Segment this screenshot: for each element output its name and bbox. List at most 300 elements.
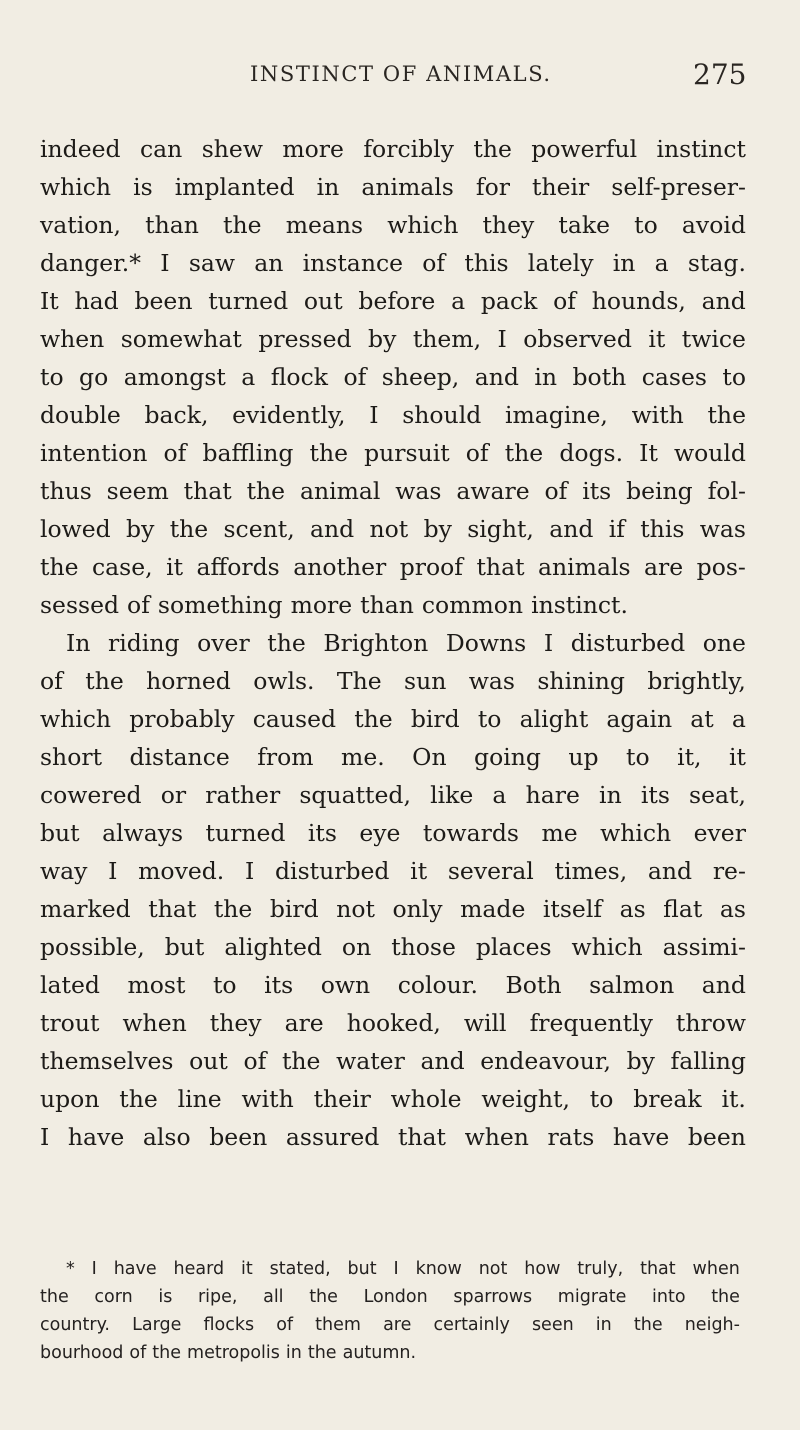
- word: which: [40, 705, 112, 733]
- word: line: [177, 1085, 222, 1113]
- text-line: [40, 282, 746, 320]
- word: animals: [538, 553, 631, 581]
- word: like: [430, 781, 474, 809]
- word: it.: [721, 1085, 746, 1113]
- word: twice: [681, 325, 746, 353]
- word: out: [303, 287, 343, 315]
- text-line: [40, 1004, 746, 1042]
- word: pursuit: [364, 439, 450, 467]
- word: seat,: [689, 781, 746, 809]
- word: its: [582, 477, 612, 505]
- word: ripe,: [197, 1287, 238, 1307]
- word: but: [164, 933, 205, 961]
- word: pack: [480, 287, 538, 315]
- word: moved.: [138, 857, 225, 885]
- word: saw: [188, 249, 235, 277]
- word: at: [690, 705, 714, 733]
- word: endeavour,: [480, 1047, 611, 1075]
- word: it: [648, 325, 666, 353]
- word: of: [465, 439, 489, 467]
- page-number: 275: [693, 58, 747, 91]
- word: would: [674, 439, 746, 467]
- text-line: [40, 434, 746, 472]
- word: the: [473, 135, 512, 163]
- word: me: [541, 819, 578, 847]
- word: is: [133, 173, 153, 201]
- word: falling: [670, 1047, 746, 1075]
- word: by: [368, 325, 397, 353]
- word: out: [189, 1047, 228, 1075]
- text-line: [40, 168, 746, 206]
- word: to: [589, 1085, 614, 1113]
- word: than: [360, 591, 414, 619]
- word: heard: [173, 1259, 225, 1279]
- word: the: [309, 1287, 338, 1307]
- text-line: [40, 472, 746, 510]
- word: its: [307, 819, 337, 847]
- word: take: [558, 211, 611, 239]
- word: I: [245, 857, 255, 885]
- word: a: [451, 287, 466, 315]
- text-line: [40, 700, 746, 738]
- word: another: [293, 553, 387, 581]
- word: avoid: [681, 211, 746, 239]
- word: in: [316, 173, 340, 201]
- word: implanted: [174, 173, 295, 201]
- word: of: [243, 1047, 267, 1075]
- word: It: [40, 287, 59, 315]
- word: intention: [40, 439, 148, 467]
- word: certainly: [433, 1315, 510, 1335]
- word: to: [40, 363, 64, 391]
- word: proof: [399, 553, 463, 581]
- word: upon: [40, 1085, 100, 1113]
- word: have: [612, 1123, 670, 1151]
- word: means: [285, 211, 364, 239]
- word: flock: [270, 363, 328, 391]
- word: been: [687, 1123, 746, 1151]
- word: sheep,: [381, 363, 460, 391]
- word: way: [40, 857, 88, 885]
- word: *: [66, 1259, 75, 1279]
- text-line: [40, 738, 746, 776]
- word: by: [626, 1047, 655, 1075]
- word: and: [549, 515, 594, 543]
- word: the: [85, 667, 124, 695]
- word: eye: [359, 819, 401, 847]
- word: times,: [554, 857, 628, 885]
- word: powerful: [531, 135, 638, 163]
- word: as: [719, 895, 746, 923]
- word: seem: [106, 477, 169, 505]
- word: which: [387, 211, 459, 239]
- word: hare: [525, 781, 580, 809]
- word: the: [119, 1085, 158, 1113]
- word: flocks: [203, 1315, 255, 1335]
- word: of: [127, 591, 150, 619]
- word: sparrows: [453, 1287, 533, 1307]
- word: those: [391, 933, 456, 961]
- word: something: [157, 591, 283, 619]
- word: of: [40, 667, 63, 695]
- word: it: [241, 1259, 253, 1279]
- word: and: [310, 515, 355, 543]
- word: only: [392, 895, 443, 923]
- word: throw: [675, 1009, 746, 1037]
- word: know: [415, 1259, 462, 1279]
- word: the: [504, 439, 544, 467]
- word: owls.: [253, 667, 315, 695]
- word: on: [341, 933, 372, 961]
- word: this: [464, 249, 509, 277]
- word: been: [134, 287, 193, 315]
- word: danger.*: [40, 249, 142, 277]
- word: ever: [693, 819, 746, 847]
- word: colour.: [397, 971, 478, 999]
- word: frequently: [529, 1009, 653, 1037]
- word: is: [158, 1287, 173, 1307]
- word: their: [532, 173, 590, 201]
- word: London: [363, 1287, 428, 1307]
- word: and: [420, 1047, 465, 1075]
- word: the: [267, 629, 306, 657]
- word: Downs: [445, 629, 527, 657]
- word: in: [599, 781, 622, 809]
- word: instance: [302, 249, 404, 277]
- word: it: [410, 857, 428, 885]
- word: them,: [412, 325, 482, 353]
- word: with: [241, 1085, 294, 1113]
- word: the: [307, 1343, 337, 1363]
- body-text: [40, 130, 746, 1156]
- word: the: [246, 477, 286, 505]
- word: cases: [641, 363, 707, 391]
- word: instinct: [656, 135, 746, 163]
- word: horned: [146, 667, 231, 695]
- word: possible,: [40, 933, 145, 961]
- word: that: [476, 553, 525, 581]
- word: go: [79, 363, 109, 391]
- word: of: [544, 477, 568, 505]
- word: I: [497, 325, 507, 353]
- word: of: [422, 249, 446, 277]
- word: scent,: [223, 515, 295, 543]
- word: but: [347, 1259, 377, 1279]
- word: of: [343, 363, 367, 391]
- word: self-preser-: [611, 173, 746, 201]
- word: the: [281, 1047, 321, 1075]
- word: I: [160, 249, 170, 277]
- word: its: [264, 971, 294, 999]
- word: all: [263, 1287, 284, 1307]
- word: more: [282, 135, 344, 163]
- word: had: [74, 287, 119, 315]
- word: the: [152, 1343, 182, 1363]
- word: to: [212, 971, 237, 999]
- text-line: [40, 358, 746, 396]
- word: which: [571, 933, 643, 961]
- text-line: [40, 776, 746, 814]
- word: in: [612, 249, 636, 277]
- word: when: [122, 1009, 187, 1037]
- word: whole: [390, 1085, 462, 1113]
- word: it: [728, 743, 746, 771]
- word: aware: [456, 477, 530, 505]
- word: water: [336, 1047, 405, 1075]
- word: fol-: [707, 477, 746, 505]
- word: that: [148, 895, 197, 923]
- word: vation,: [40, 211, 121, 239]
- word: as: [619, 895, 646, 923]
- word: the: [223, 211, 262, 239]
- word: an: [254, 249, 284, 277]
- word: always: [102, 819, 184, 847]
- word: stag.: [687, 249, 746, 277]
- text-line: [40, 1042, 746, 1080]
- word: disturbed: [570, 629, 686, 657]
- word: turned: [205, 819, 286, 847]
- footnote: [40, 1255, 740, 1367]
- word: been: [209, 1123, 268, 1151]
- text-line: [40, 890, 746, 928]
- word: Brighton: [323, 629, 429, 657]
- text-line: [40, 396, 746, 434]
- word: towards: [422, 819, 519, 847]
- word: bird: [410, 705, 460, 733]
- word: neigh-: [684, 1315, 740, 1335]
- word: truly,: [577, 1259, 624, 1279]
- word: that: [183, 477, 232, 505]
- text-line: [40, 624, 746, 662]
- word: squatted,: [299, 781, 411, 809]
- text-line: [40, 1118, 746, 1156]
- word: Both: [505, 971, 562, 999]
- word: when: [464, 1123, 529, 1151]
- word: and: [701, 971, 746, 999]
- word: In: [66, 629, 91, 657]
- text-line: [40, 130, 746, 168]
- word: for: [475, 173, 510, 201]
- word: itself: [542, 895, 603, 923]
- footnote-line: [40, 1255, 740, 1283]
- word: them: [315, 1315, 361, 1335]
- word: lately: [527, 249, 594, 277]
- word: The: [336, 667, 382, 695]
- word: the: [354, 705, 393, 733]
- word: disturbed: [275, 857, 390, 885]
- word: when: [692, 1259, 740, 1279]
- word: to: [626, 743, 650, 771]
- word: I: [108, 857, 118, 885]
- word: can: [139, 135, 183, 163]
- footnote-line: [40, 1311, 740, 1339]
- word: me.: [341, 743, 385, 771]
- word: also: [142, 1123, 191, 1151]
- word: their: [313, 1085, 371, 1113]
- running-title: INSTINCT OF ANIMALS.: [250, 62, 552, 86]
- word: to: [722, 363, 746, 391]
- word: own: [320, 971, 371, 999]
- word: assimi-: [662, 933, 746, 961]
- word: the: [40, 553, 79, 581]
- word: most: [127, 971, 186, 999]
- word: short: [40, 743, 103, 771]
- word: rather: [205, 781, 281, 809]
- word: brightly,: [647, 667, 746, 695]
- word: the: [309, 439, 348, 467]
- word: evidently,: [232, 401, 346, 429]
- word: I: [393, 1259, 399, 1279]
- word: the: [213, 895, 253, 923]
- word: pos-: [696, 553, 746, 581]
- word: stated,: [269, 1259, 331, 1279]
- word: a: [731, 705, 746, 733]
- word: hooked,: [346, 1009, 441, 1037]
- word: corn: [94, 1287, 133, 1307]
- word: of: [129, 1343, 147, 1363]
- word: that: [397, 1123, 446, 1151]
- text-line: [40, 852, 746, 890]
- text-line: [40, 548, 746, 586]
- word: indeed: [40, 135, 121, 163]
- word: before: [358, 287, 436, 315]
- word: imagine,: [504, 401, 608, 429]
- word: instinct.: [531, 591, 628, 619]
- word: the: [169, 515, 209, 543]
- word: themselves: [40, 1047, 174, 1075]
- word: a: [654, 249, 669, 277]
- text-line: [40, 928, 746, 966]
- text-line: [40, 586, 746, 624]
- word: assured: [285, 1123, 380, 1151]
- word: it: [166, 553, 184, 581]
- word: they: [209, 1009, 262, 1037]
- word: it,: [677, 743, 702, 771]
- word: forcibly: [363, 135, 454, 163]
- text-line: [40, 1080, 746, 1118]
- word: and: [647, 857, 693, 885]
- word: lowed: [40, 515, 111, 543]
- word: in: [595, 1315, 612, 1335]
- word: affords: [196, 553, 280, 581]
- word: that: [640, 1259, 676, 1279]
- word: which: [600, 819, 672, 847]
- word: pressed: [258, 325, 352, 353]
- word: cowered: [40, 781, 142, 809]
- word: seen: [531, 1315, 574, 1335]
- word: Large: [132, 1315, 182, 1335]
- footnote-line: [40, 1339, 740, 1367]
- word: in: [285, 1343, 302, 1363]
- footnote-line: [40, 1283, 740, 1311]
- word: to: [634, 211, 658, 239]
- word: if: [608, 515, 625, 543]
- word: have: [113, 1259, 157, 1279]
- word: hounds,: [591, 287, 686, 315]
- word: caused: [252, 705, 337, 733]
- word: amongst: [123, 363, 226, 391]
- word: lated: [40, 971, 100, 999]
- word: autumn.: [342, 1343, 417, 1363]
- word: distance: [129, 743, 230, 771]
- word: a: [492, 781, 507, 809]
- word: not: [478, 1259, 508, 1279]
- word: shew: [201, 135, 263, 163]
- word: thus: [40, 477, 92, 505]
- text-line: [40, 510, 746, 548]
- word: of: [553, 287, 576, 315]
- word: I: [369, 401, 379, 429]
- word: a: [241, 363, 256, 391]
- text-line: [40, 814, 746, 852]
- word: by: [423, 515, 452, 543]
- word: several: [447, 857, 534, 885]
- word: going: [474, 743, 541, 771]
- word: On: [412, 743, 447, 771]
- word: its: [640, 781, 670, 809]
- word: over: [197, 629, 250, 657]
- text-line: [40, 320, 746, 358]
- text-line: [40, 244, 746, 282]
- word: alighted: [224, 933, 322, 961]
- word: was: [699, 515, 746, 543]
- word: made: [460, 895, 526, 923]
- word: not: [369, 515, 409, 543]
- text-line: [40, 966, 746, 1004]
- word: observed: [523, 325, 632, 353]
- word: are: [284, 1009, 324, 1037]
- word: when: [40, 325, 105, 353]
- word: was: [468, 667, 515, 695]
- word: flat: [663, 895, 703, 923]
- word: or: [160, 781, 187, 809]
- word: the: [40, 1287, 69, 1307]
- word: re-: [712, 857, 746, 885]
- word: country.: [40, 1315, 110, 1335]
- word: by: [126, 515, 155, 543]
- word: I: [91, 1259, 97, 1279]
- word: how: [524, 1259, 561, 1279]
- word: they: [482, 211, 535, 239]
- word: more: [290, 591, 353, 619]
- word: I: [543, 629, 554, 657]
- word: metropolis: [187, 1343, 280, 1363]
- word: weight,: [481, 1085, 570, 1113]
- word: the: [633, 1315, 663, 1335]
- word: sun: [404, 667, 447, 695]
- word: both: [572, 363, 627, 391]
- word: marked: [40, 895, 131, 923]
- word: somewhat: [120, 325, 242, 353]
- word: bird: [269, 895, 319, 923]
- word: I: [40, 1123, 50, 1151]
- text-line: [40, 206, 746, 244]
- word: shining: [537, 667, 625, 695]
- word: migrate: [557, 1287, 627, 1307]
- word: case,: [91, 553, 153, 581]
- word: trout: [40, 1009, 100, 1037]
- word: which: [40, 173, 112, 201]
- word: places: [475, 933, 552, 961]
- word: one: [702, 629, 746, 657]
- word: this: [640, 515, 685, 543]
- word: up: [568, 743, 599, 771]
- word: riding: [108, 629, 180, 657]
- word: than: [145, 211, 199, 239]
- word: from: [257, 743, 314, 771]
- word: will: [463, 1009, 507, 1037]
- word: the: [707, 401, 746, 429]
